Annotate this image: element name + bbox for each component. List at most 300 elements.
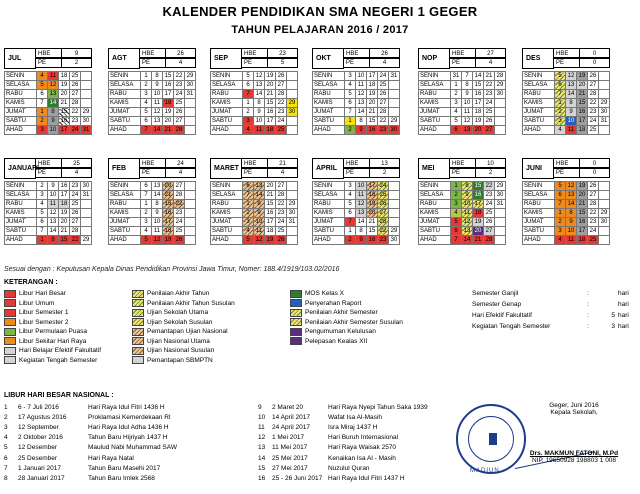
summary-colon: : xyxy=(587,290,589,297)
summary-row xyxy=(472,321,632,332)
legend-label: Pemantapan Ujian Nasional xyxy=(147,328,228,336)
date-cell: 28 xyxy=(174,126,185,135)
date-cell: 1 xyxy=(243,200,254,209)
date-cell: 26 xyxy=(70,209,81,218)
date-cell xyxy=(185,200,196,209)
week-row xyxy=(313,218,400,227)
summary-unit: hari xyxy=(618,301,629,308)
week-row xyxy=(313,236,400,245)
date-cell: 26 xyxy=(484,117,495,126)
legend-label: Penilaian Akhir Semester xyxy=(305,309,378,317)
date-cell: 24 xyxy=(378,72,389,81)
date-cell xyxy=(599,72,610,81)
date-cell: 15 xyxy=(163,72,174,81)
week-row xyxy=(109,227,196,236)
date-cell: 21 xyxy=(59,227,70,236)
week-row xyxy=(419,81,506,90)
date-cell: 9 xyxy=(48,182,59,191)
legend-item xyxy=(4,337,101,347)
date-cell: 11 xyxy=(48,72,59,81)
date-cell: 16 xyxy=(59,117,70,126)
summary-colon: : xyxy=(587,312,589,319)
date-cell: 25 xyxy=(484,209,495,218)
date-cell: 2 xyxy=(243,108,254,117)
legend-label: Penilaian Akhir Tahun Susulan xyxy=(147,299,235,307)
month-block xyxy=(418,158,506,245)
legend-swatch xyxy=(132,299,144,307)
date-cell: 17 xyxy=(163,218,174,227)
week-row xyxy=(5,90,92,99)
date-cell xyxy=(185,218,196,227)
date-cell: 23 xyxy=(276,108,287,117)
date-cell: 6 xyxy=(141,182,152,191)
date-cell: 4 xyxy=(345,191,356,200)
summary-colon: : xyxy=(587,323,589,330)
date-cell xyxy=(287,227,298,236)
date-cell: 20 xyxy=(473,126,484,135)
date-cell: 2 xyxy=(37,117,48,126)
date-cell: 5 xyxy=(555,182,566,191)
pe-label: PE xyxy=(140,57,166,68)
date-cell: 11 xyxy=(152,99,163,108)
date-cell: 15 xyxy=(59,236,70,245)
week-row xyxy=(5,227,92,236)
month-block xyxy=(4,158,92,245)
date-cell: 14 xyxy=(254,90,265,99)
date-cell: 1 xyxy=(243,99,254,108)
date-cell: 17 xyxy=(367,72,378,81)
month-block xyxy=(210,48,298,135)
date-cell: 9 xyxy=(566,218,577,227)
holiday-name: Hari Buruh Internasional xyxy=(328,434,399,442)
day-label: SELASA xyxy=(211,81,243,90)
date-cell: 6 xyxy=(451,227,462,236)
day-label: RABU xyxy=(523,90,555,99)
date-cell: 21 xyxy=(163,126,174,135)
date-cell: 30 xyxy=(599,108,610,117)
date-cell: 29 xyxy=(81,108,92,117)
week-row xyxy=(419,236,506,245)
date-cell xyxy=(389,108,400,117)
holiday-number: 1 xyxy=(4,403,8,411)
week-row xyxy=(109,200,196,209)
legend-label: Penyerahan Raport xyxy=(305,299,362,307)
week-row xyxy=(211,218,298,227)
date-cell: 1 xyxy=(345,227,356,236)
date-cell: 14 xyxy=(48,99,59,108)
week-row xyxy=(313,99,400,108)
date-cell: 10 xyxy=(152,90,163,99)
legend-item xyxy=(132,318,235,328)
holiday-name: Hari Raya Idul Fitri 1437 H xyxy=(328,474,405,482)
day-label: JUMAT xyxy=(523,218,555,227)
date-cell: 5 xyxy=(555,72,566,81)
date-cell: 23 xyxy=(70,117,81,126)
week-row xyxy=(211,72,298,81)
date-cell: 28 xyxy=(495,72,506,81)
legend-label: MOS Kelas X xyxy=(305,290,345,298)
date-cell: 30 xyxy=(287,108,298,117)
date-cell: 6 xyxy=(345,209,356,218)
day-label: SABTU xyxy=(109,117,141,126)
date-cell: 17 xyxy=(473,200,484,209)
summary-value: 5 xyxy=(611,312,615,319)
day-label: RABU xyxy=(419,200,451,209)
date-cell: 16 xyxy=(367,126,378,135)
legend-swatch xyxy=(290,309,302,317)
day-label: SENIN xyxy=(523,182,555,191)
day-label: JUMAT xyxy=(211,218,243,227)
date-cell: 18 xyxy=(59,72,70,81)
hbe-value: 25 xyxy=(62,158,92,169)
month-block xyxy=(108,158,196,245)
day-label: SABTU xyxy=(211,227,243,236)
date-cell: 26 xyxy=(588,72,599,81)
date-cell: 27 xyxy=(70,90,81,99)
day-label: AHAD xyxy=(523,236,555,245)
date-cell: 26 xyxy=(588,182,599,191)
holiday-date: 24 April 2017 xyxy=(272,423,310,431)
date-cell: 12 xyxy=(356,90,367,99)
date-cell: 23 xyxy=(378,236,389,245)
day-label: SELASA xyxy=(419,81,451,90)
date-cell: 22 xyxy=(588,209,599,218)
date-cell: 13 xyxy=(566,81,577,90)
day-label: AHAD xyxy=(109,236,141,245)
hbe-value: 26 xyxy=(166,48,196,59)
date-cell: 28 xyxy=(70,227,81,236)
date-cell: 28 xyxy=(174,191,185,200)
week-row xyxy=(523,209,610,218)
date-cell: 25 xyxy=(378,191,389,200)
date-cell: 25 xyxy=(588,126,599,135)
week-row xyxy=(109,90,196,99)
holiday-row xyxy=(4,443,177,453)
date-cell: 4 xyxy=(37,72,48,81)
date-cell: 9 xyxy=(462,191,473,200)
date-cell: 3 xyxy=(37,191,48,200)
date-cell: 27 xyxy=(378,99,389,108)
pe-label: PE xyxy=(450,57,476,68)
day-label: RABU xyxy=(419,90,451,99)
week-row xyxy=(419,182,506,191)
date-cell: 23 xyxy=(484,90,495,99)
day-label: SABTU xyxy=(523,117,555,126)
month-grid xyxy=(4,181,92,245)
date-cell: 12 xyxy=(152,108,163,117)
date-cell: 17 xyxy=(577,227,588,236)
week-row xyxy=(313,126,400,135)
pe-label: PE xyxy=(36,167,62,178)
pe-value: 4 xyxy=(62,167,92,178)
date-cell xyxy=(287,182,298,191)
date-cell xyxy=(495,108,506,117)
date-cell: 8 xyxy=(152,200,163,209)
date-cell: 23 xyxy=(588,108,599,117)
date-cell: 5 xyxy=(345,90,356,99)
day-label: SABTU xyxy=(313,227,345,236)
date-cell: 25 xyxy=(276,227,287,236)
date-cell: 15 xyxy=(473,81,484,90)
day-label: KAMIS xyxy=(523,99,555,108)
date-cell: 19 xyxy=(163,236,174,245)
date-cell: 8 xyxy=(254,200,265,209)
holiday-number: 4 xyxy=(4,434,8,442)
hbe-value: 24 xyxy=(166,158,196,169)
month-block xyxy=(108,48,196,135)
date-cell: 24 xyxy=(588,117,599,126)
date-cell: 6 xyxy=(555,81,566,90)
date-cell: 26 xyxy=(174,236,185,245)
day-label: SENIN xyxy=(419,72,451,81)
signature-nip: NIP. 19650928 198803 1 008 xyxy=(531,457,617,464)
hbe-value: 13 xyxy=(370,158,400,169)
hbe-value: 0 xyxy=(580,158,610,169)
date-cell: 2 xyxy=(555,108,566,117)
date-cell: 20 xyxy=(473,227,484,236)
holiday-name: Hari Raya Natal xyxy=(88,454,134,462)
hbe-value: 9 xyxy=(62,48,92,59)
date-cell: 15 xyxy=(163,200,174,209)
week-row xyxy=(211,209,298,218)
hbe-label: HBE xyxy=(140,158,166,169)
date-cell xyxy=(599,200,610,209)
date-cell xyxy=(185,99,196,108)
holiday-name: Tahun Baru Hijriyah 1437 H xyxy=(88,434,168,442)
month-name: NOP xyxy=(418,48,450,69)
summary-label: Semester Genap xyxy=(472,301,522,308)
date-cell: 10 xyxy=(48,191,59,200)
date-cell: 22 xyxy=(174,200,185,209)
date-cell: 21 xyxy=(577,90,588,99)
holiday-date: 2 Oktober 2016 xyxy=(18,434,63,442)
legend-swatch xyxy=(132,347,144,355)
holiday-row xyxy=(258,422,428,432)
month-name: JUL xyxy=(4,48,36,69)
hbe-value: 21 xyxy=(268,158,298,169)
date-cell: 15 xyxy=(367,227,378,236)
week-row xyxy=(419,108,506,117)
legend-item xyxy=(132,356,235,366)
date-cell: 22 xyxy=(70,236,81,245)
day-label: SENIN xyxy=(419,182,451,191)
date-cell: 21 xyxy=(577,200,588,209)
date-cell: 2 xyxy=(37,182,48,191)
page-title: KALENDER PENDIDIKAN SMA NEGERI 1 GEGER xyxy=(162,4,478,19)
holiday-name: Wafat Isa Al-Masih xyxy=(328,413,382,421)
day-label: AHAD xyxy=(5,236,37,245)
week-row xyxy=(313,108,400,117)
day-label: AHAD xyxy=(109,126,141,135)
date-cell: 12 xyxy=(48,81,59,90)
holiday-number: 16 xyxy=(258,474,266,482)
date-cell: 14 xyxy=(152,191,163,200)
week-row xyxy=(313,182,400,191)
day-label: RABU xyxy=(313,90,345,99)
date-cell: 6 xyxy=(141,117,152,126)
week-row xyxy=(419,227,506,236)
day-label: AHAD xyxy=(419,126,451,135)
date-cell: 9 xyxy=(254,108,265,117)
date-cell: 31 xyxy=(389,72,400,81)
day-label: SABTU xyxy=(211,117,243,126)
date-cell xyxy=(495,99,506,108)
week-row xyxy=(419,126,506,135)
pe-label: PE xyxy=(554,57,580,68)
signature-place-date: Geger, Juni 2016 xyxy=(549,402,599,409)
day-label: SELASA xyxy=(109,191,141,200)
month-grid xyxy=(418,71,506,135)
holiday-number: 11 xyxy=(258,423,265,431)
date-cell: 3 xyxy=(451,99,462,108)
hbe-value: 0 xyxy=(580,48,610,59)
date-cell xyxy=(81,200,92,209)
date-cell: 20 xyxy=(577,191,588,200)
date-cell: 9 xyxy=(566,108,577,117)
holiday-name: Hari Raya Waisak 2570 xyxy=(328,444,397,452)
legend-label: Ujian Nasional Utama xyxy=(147,337,210,345)
legend-swatch xyxy=(290,290,302,298)
month-block xyxy=(418,48,506,135)
date-cell: 19 xyxy=(367,200,378,209)
date-cell: 8 xyxy=(566,99,577,108)
legend-swatch xyxy=(4,347,16,355)
legend-swatch xyxy=(132,309,144,317)
day-label: SELASA xyxy=(313,191,345,200)
week-row xyxy=(109,81,196,90)
holiday-number: 7 xyxy=(4,464,8,472)
summary-unit: hari xyxy=(618,312,629,319)
date-cell: 19 xyxy=(577,72,588,81)
date-cell: 10 xyxy=(462,200,473,209)
date-cell: 4 xyxy=(451,108,462,117)
date-cell: 22 xyxy=(588,99,599,108)
hbe-value: 27 xyxy=(476,48,506,59)
day-label: KAMIS xyxy=(211,209,243,218)
date-cell: 30 xyxy=(599,218,610,227)
date-cell: 8 xyxy=(48,236,59,245)
legend-label: Penilaian Akhir Tahun xyxy=(147,290,210,298)
date-cell: 10 xyxy=(356,182,367,191)
date-cell: 18 xyxy=(367,191,378,200)
day-label: AHAD xyxy=(523,126,555,135)
day-label: SELASA xyxy=(211,191,243,200)
date-cell: 5 xyxy=(141,236,152,245)
date-cell: 6 xyxy=(451,126,462,135)
date-cell: 31 xyxy=(495,200,506,209)
date-cell xyxy=(185,209,196,218)
week-row xyxy=(211,227,298,236)
date-cell: 11 xyxy=(566,236,577,245)
week-row xyxy=(211,191,298,200)
legend-item xyxy=(132,346,235,356)
week-row xyxy=(419,72,506,81)
day-label: SENIN xyxy=(313,182,345,191)
date-cell: 25 xyxy=(174,99,185,108)
date-cell: 15 xyxy=(473,182,484,191)
date-cell: 17 xyxy=(59,191,70,200)
month-name: JUNI xyxy=(522,158,554,179)
date-cell: 27 xyxy=(588,191,599,200)
date-cell: 16 xyxy=(163,81,174,90)
day-label: SENIN xyxy=(313,72,345,81)
date-cell: 15 xyxy=(577,99,588,108)
date-cell: 8 xyxy=(356,117,367,126)
date-cell: 23 xyxy=(378,126,389,135)
holiday-row xyxy=(4,433,177,443)
date-cell: 21 xyxy=(367,108,378,117)
day-label: SENIN xyxy=(5,72,37,81)
holidays-col-1 xyxy=(4,402,177,484)
month-grid xyxy=(522,181,610,245)
week-row xyxy=(523,72,610,81)
date-cell: 15 xyxy=(367,117,378,126)
date-cell: 21 xyxy=(265,191,276,200)
week-row xyxy=(109,218,196,227)
day-label: AHAD xyxy=(419,236,451,245)
week-row xyxy=(211,126,298,135)
date-cell: 26 xyxy=(484,218,495,227)
date-cell: 27 xyxy=(276,182,287,191)
pe-value: 4 xyxy=(268,167,298,178)
date-cell: 18 xyxy=(265,126,276,135)
month-grid xyxy=(312,71,400,135)
date-cell: 3 xyxy=(555,227,566,236)
date-cell xyxy=(389,191,400,200)
legend-swatch xyxy=(4,337,16,345)
date-cell: 10 xyxy=(254,117,265,126)
day-label: JUMAT xyxy=(211,108,243,117)
date-cell: 11 xyxy=(152,227,163,236)
date-cell: 4 xyxy=(555,126,566,135)
date-cell: 7 xyxy=(243,191,254,200)
legend-label: Ujian Nasional Susulan xyxy=(147,347,215,355)
date-cell: 4 xyxy=(141,227,152,236)
date-cell: 1 xyxy=(141,200,152,209)
week-row xyxy=(523,90,610,99)
pe-value: 0 xyxy=(580,57,610,68)
month-name: DES xyxy=(522,48,554,69)
hbe-label: HBE xyxy=(140,48,166,59)
holiday-row xyxy=(4,422,177,432)
date-cell: 15 xyxy=(265,200,276,209)
legend-label: Ujian Sekolah Susulan xyxy=(147,318,213,326)
date-cell: 1 xyxy=(37,108,48,117)
pe-value: 2 xyxy=(476,167,506,178)
date-cell xyxy=(599,236,610,245)
date-cell: 2 xyxy=(345,236,356,245)
date-cell: 26 xyxy=(378,90,389,99)
date-cell: 11 xyxy=(356,81,367,90)
date-cell: 7 xyxy=(462,72,473,81)
date-cell: 14 xyxy=(356,218,367,227)
date-cell: 18 xyxy=(473,108,484,117)
summary-row xyxy=(472,288,632,299)
legend-col-1 xyxy=(4,289,101,365)
date-cell: 25 xyxy=(70,72,81,81)
date-cell: 31 xyxy=(185,90,196,99)
date-cell: 28 xyxy=(70,99,81,108)
date-cell: 21 xyxy=(473,236,484,245)
date-cell xyxy=(185,191,196,200)
date-cell: 19 xyxy=(59,209,70,218)
legend-label: Libur Permulaan Puasa xyxy=(19,328,87,336)
date-cell xyxy=(185,236,196,245)
date-cell xyxy=(81,99,92,108)
date-cell: 13 xyxy=(152,182,163,191)
holiday-name: Hari Raya Idul Adha 1436 H xyxy=(88,423,169,431)
date-cell xyxy=(287,126,298,135)
